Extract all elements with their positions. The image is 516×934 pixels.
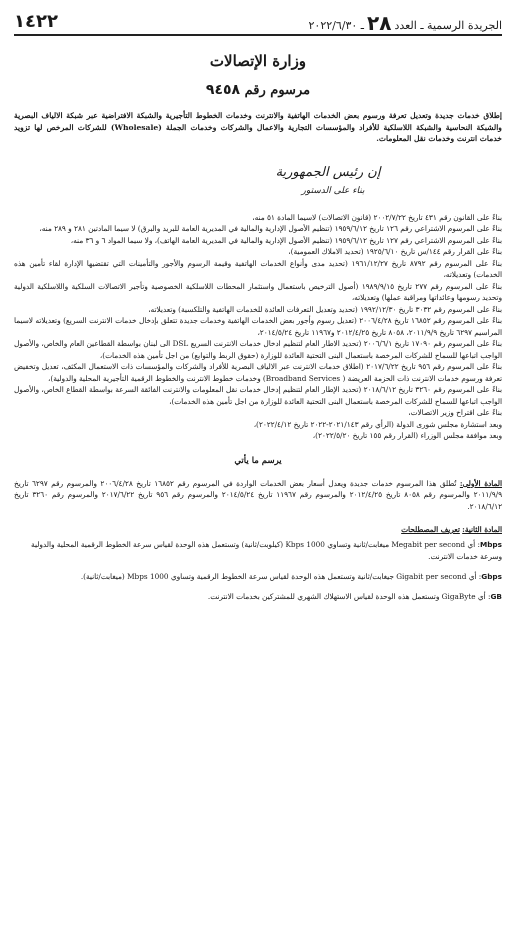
decree-number: ٩٤٥٨	[205, 82, 241, 98]
issue-date: ـ ٢٠٢٢/٦/٣٠	[308, 19, 365, 32]
preamble-clause: بناءً على المرسوم رقم ٢٧٧ تاريخ ١٩٨٩/٩/١٥ (أصول الترخيص باستعمال واستثمار المحطات اللاسلكية الخصوصية وتأجير الاتصالات السلكية واللاسلكية الدولية وتحديد رسومها وعائداتها ومراقبة عملها) وتعديلاته،	[14, 281, 502, 302]
article-1	[14, 478, 502, 513]
preamble-clause: بناءً على المرسوم رقم ٣٠٣٢ تاريخ ١٩٩٢/١٢/٣٠ (تحديد وتعديل التعرفات العائدة للخدمات الهاتفية والتلكسية) وتعديلاته،	[148, 304, 502, 314]
preamble-clause: بناءً على المرسوم رقم ١٧٠٩٠ تاريخ ٢٠٠٦/٦/١ (تحديد الاطار العام لتنظيم ادخال خدمات الانترنت السريع DSL الى لبنان بواسطة القطاعين العام والخاص، والأصول الواجب اتباعها للسماح للشركات المرخصة باستعمال البنى التحتية العائدة للوزارة (حقوق الربط والتوابع) من اجل تأمين هذه الخدمات)،	[14, 339, 502, 360]
preamble-clause: بناءً على القانون رقم ٤٣١ تاريخ ٢٠٠٢/٧/٢٢ (قانون الاتصالات) لاسيما المادة ٥١ منه،	[252, 212, 502, 222]
definition-item	[14, 591, 502, 603]
gazette-info	[308, 11, 502, 35]
ministry-heading: وزارة الإتصالات	[209, 52, 307, 70]
decree-subject: إطلاق خدمات جديدة وتعديل تعرفة ورسوم بعض الخدمات الهاتفية والانترنت وخدمات الخطوط التأجيرية والشبكة الافتراضية عبر شبكة الالياف البصرية والشبكة النحاسية والشبكة اللاسلكية للأفراد والمؤسسات التجارية والاعمال والشركات وخدمات الجملة (Wholesale) للشركات المرخص لها تزويد خدمات انترنت وخدمات نقل المعلومات.	[14, 111, 502, 143]
article-2-heading: المادة الثانية:	[462, 525, 502, 534]
article-2	[14, 524, 502, 536]
definition-item	[14, 571, 502, 583]
preamble-clause: وبعد موافقة مجلس الوزراء (القرار رقم ١٥٥ تاريخ ٢٠٢٢/٥/٢٠)،	[312, 431, 502, 440]
preamble-clause: بناءً على المرسوم رقم ١٦٨٥٢ تاريخ ٢٠٠٦/٤/٢٨ (تعديل رسوم وأجور بعض الخدمات الهاتفية وخدمات جديدة تتعلق بإدخال خدمات الانترنت السريع) وتعديلاته لاسيما المراسيم ٦٢٩٧ تاريخ ٢٠١١/٩/٩، ٨٠٥٨ تاريخ ٢٠١٢/٤/٢٥ و١١٩٦٧ تاريخ ٢٠١٤/٥/٢٤،	[14, 316, 502, 337]
running-header	[14, 8, 502, 36]
definition-term: Mbps	[479, 539, 502, 549]
definition-item	[14, 539, 502, 563]
preamble	[14, 212, 502, 442]
preamble-clause: وبعد استشارة مجلس شورى الدولة (الرأي رقم ٢٠٢١/١٤٣-٢٠٢٢ تاريخ ٢٠٢٢/٤/١٢)،	[253, 419, 502, 429]
constitution-calligraphy: بناء على الدستور	[301, 185, 365, 196]
preamble-clause: بناءً على اقتراح وزير الاتصالات،	[408, 408, 502, 417]
preamble-clause: بناءً على المرسوم رقم ٨٧٩٢ تاريخ ١٩٦١/١٢/٢٧ (تحديد مدى وأنواع الخدمات الهاتفية وقيمة الرسوم والأجور والتأمينات التي تقتضيها الإدارة لقاء تأمين هذه الخدمات) وتعديلاته،	[14, 258, 502, 279]
president-calligraphy: إن رئيس الجمهورية	[275, 164, 381, 180]
gazette-name: الجريدة الرسمية ـ العدد	[394, 19, 502, 32]
preamble-clause: بناءً على المرسوم رقم ٣٢٦٠ تاريخ ٢٠١٨/٦/١٢ (تحديد الإطار العام لتنظيم إدخال خدمات نقل المعلومات والانترنت الفائقة السرعة بواسطة القطاع الخاص، والأصول الواجب اتباعها للسماح للشركات المرخصة باستعمال البنى التحتية العائدة للوزارة من اجل تأمين هذه الخدمات)،	[14, 385, 502, 406]
preamble-clause: بناءً على القرار رقم ١٤٤/س تاريخ ١٩٢٥/٦/١٠ (تحديد الاملاك العمومية)،	[288, 247, 502, 256]
preamble-clause: بناءً على المرسوم رقم ٩٥٦ تاريخ ٢٠١٧/٦/٢٢ (اطلاق خدمات الانترنت عبر الالياف البصرية للأفراد والشركات والمؤسسات ذات الاستعمال المكثف، تعديل وتخفيض تعرفة ورسوم خدمات الانترنت ذات الحزمة العريضة ( Broadband Services) وخدمات خطوط الانترنت والخطوط الرقمية التأجيرية المحلية والدولية)،	[14, 362, 502, 383]
article-2-title: تعريف المصطلحات	[401, 525, 460, 534]
definition-text: : أي Gigabit per second جيغابت/ثانية وتستعمل هذه الوحدة لقياس سرعة الخطوط الرقمية وتساوي 1000 Mbps (ميغابت/ثانية).	[80, 571, 482, 581]
article-1-text: تُطلق هذا المرسوم خدمات جديدة ويعدل أسعار بعض الخدمات الواردة في المرسوم رقم ١٦٨٥٢ تاريخ ٢٠٠٦/٤/٢٨ والمرسوم رقم ٦٢٩٧ تاريخ ٢٠١١/٩/٩ والمرسوم رقم ٨٠٥٨ تاريخ ٢٠١٢/٤/٢٥ والمرسوم رقم ١١٩٦٧ تاريخ ٢٠١٤/٥/٢٤ والمرسوم رقم ٩٥٦ تاريخ ٢٠١٧/٦/٢٢ والمرسوم رقم ٣٢٦٠ تاريخ ٢٠١٨/٦/١٢.	[14, 478, 503, 511]
article-1-heading: المادة الأولى:	[459, 478, 502, 488]
definition-term: GB	[490, 591, 502, 601]
issue-number: ٢٨	[367, 11, 392, 35]
decree-title	[14, 82, 502, 98]
definitions-list	[14, 539, 502, 603]
definition-text: : أي GigaByte وتستعمل هذه الوحدة لقياس الاستهلاك الشهري للمشتركين بخدمات الانترنت.	[207, 591, 491, 601]
definition-text: : أي Megabit per second ميغابت/ثانية وتساوي 1000 Kbps (كيلوبت/ثانية) وتستعمل هذه الوحدة لقياس سرعة الخطوط الرقمية المحلية والدولية وسرعة خدمات الانترنت.	[31, 539, 502, 561]
preamble-clause: بناءً على المرسوم الاشتراعي رقم ١٢٦ تاريخ ١٩٥٩/٦/١٢ (تنظيم الأصول الإدارية والمالية في المديرية العامة للبريد والبرق) لا سيما المادتين ٢٨١ و ٢٨٩ منه،	[39, 224, 502, 233]
decrees-heading: يرسم ما يأتي	[234, 455, 282, 466]
page-number: ١٤٢٢	[14, 11, 58, 32]
decree-title-prefix: مرسوم رقم	[244, 83, 311, 98]
preamble-clause: بناءً على المرسوم الاشتراعي رقم ١٢٧ تاريخ ١٩٥٩/٦/١٢ (تنظيم الأصول الإدارية والمالية في المديرية العامة الهاتف)، ولا سيما المواد ٦ و ٣٦ منه،	[70, 235, 502, 245]
definition-term: Gbps	[481, 571, 502, 581]
